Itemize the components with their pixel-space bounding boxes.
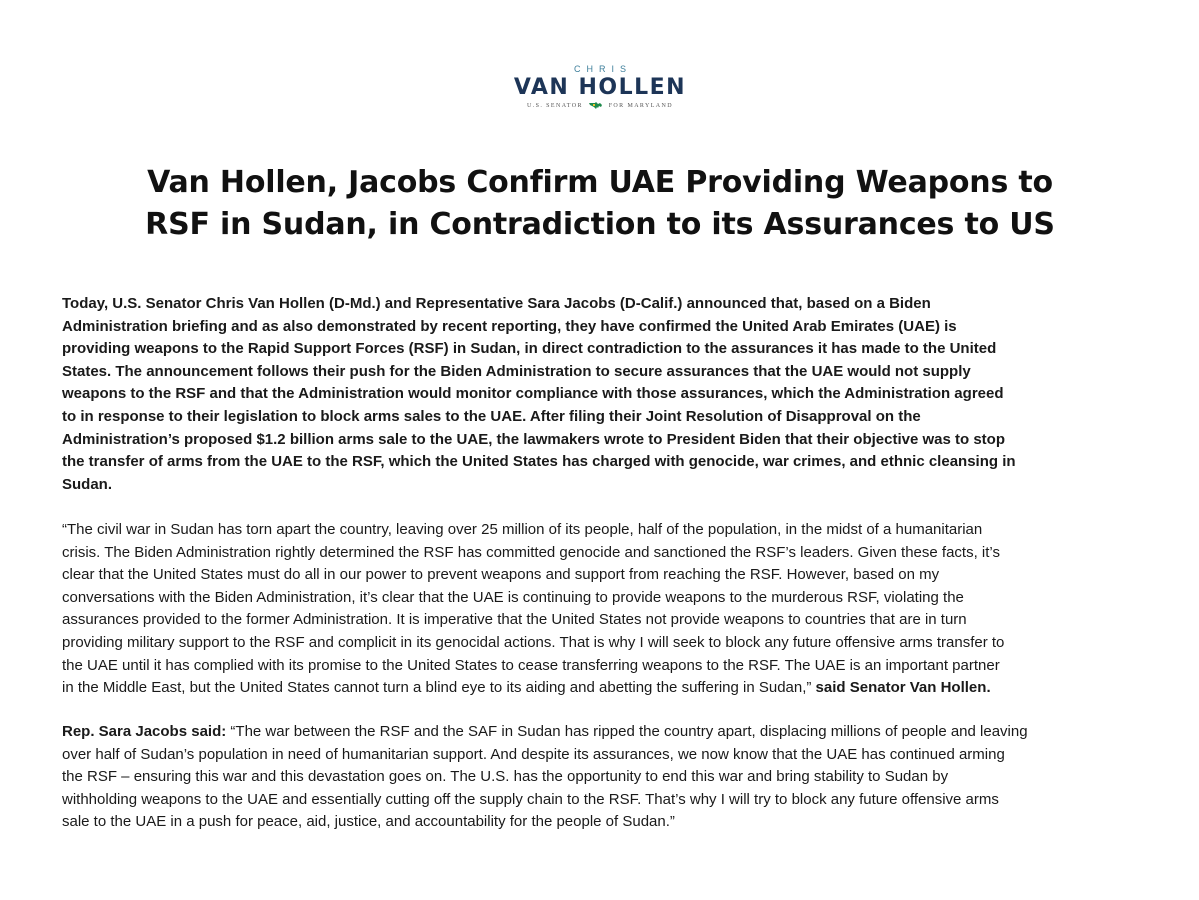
jacobs-line: over half of Sudan’s population in need of humanitarian support. And despite its assurances, we now know that the UAE has continued arming [62, 745, 1005, 763]
logo-sub-left: U.S. SENATOR [527, 102, 583, 109]
jacobs-line: sale to the UAE in a push for peace, aid, justice, and accountability for the people of Sudan.” [62, 813, 675, 831]
jacobs-quote-paragraph [62, 721, 1142, 834]
intro-line: providing weapons to the Rapid Support Forces (RSF) in Sudan, in direct contradiction to the assurances it has made to the United [62, 340, 997, 358]
logo-sub-right: FOR MARYLAND [608, 102, 673, 109]
intro-line: States. The announcement follows their push for the Biden Administration to secure assurances that the UAE would not supply [62, 362, 971, 380]
logo-first-name: CHRIS [573, 64, 632, 74]
speaker-label: Rep. Sara Jacobs said: [62, 723, 227, 740]
jacobs-line: withholding weapons to the UAE and essentially cutting off the supply chain to the RSF. That’s why I will try to block any future offensive arms [62, 790, 999, 808]
quote-line: crisis. The Biden Administration rightly determined the RSF has committed genocide and sanctioned the RSF’s leaders. Given these facts, it’s [62, 543, 1000, 561]
intro-line: to in response to their legislation to block arms sales to the UAE. After filing their Joint Resolution of Disapproval on the [62, 407, 921, 425]
headline [60, 162, 1140, 246]
intro-line: Administration briefing and as also demonstrated by recent reporting, they have confirmed the United Arab Emirates (UAE) is [62, 317, 957, 335]
quote-line: clear that the United States must do all in our power to prevent weapons and support from reaching the RSF. However, based on my [62, 566, 940, 584]
jacobs-first-line-text: “The war between the RSF and the SAF in Sudan has ripped the country apart, displacing millions of people and leaving [226, 723, 1028, 740]
senator-logo [500, 64, 700, 110]
logo-subtitle [500, 101, 700, 110]
logo-last-name: VAN HOLLEN [513, 75, 687, 100]
intro-line: the transfer of arms from the UAE to the RSF, which the United States has charged with genocide, war crimes, and ethnic cleansing in [62, 453, 1016, 471]
headline-line-1: Van Hollen, Jacobs Confirm UAE Providing Weapons to [147, 165, 1053, 200]
quote-line-text: in the Middle East, but the United States cannot turn a blind eye to its aiding and abetting the suffering in Sudan,” [62, 679, 812, 697]
quote-attribution: said Senator Van Hollen. [811, 679, 991, 697]
van-hollen-quote-paragraph [62, 519, 1142, 700]
maryland-state-icon [589, 101, 603, 110]
quote-line: “The civil war in Sudan has torn apart the country, leaving over 25 million of its people, half of the population, in the midst of a humanitarian [62, 521, 983, 538]
intro-line: Sudan. [62, 475, 113, 493]
quote-line: assurances provided to the former Administration. It is imperative that the United States not provide weapons to countries that are in turn [62, 611, 967, 629]
intro-line: Administration’s proposed $1.2 billion arms sale to the UAE, the lawmakers wrote to President Biden that their objective was to stop [62, 430, 1005, 448]
intro-paragraph [62, 293, 1142, 496]
quote-line: providing military support to the RSF and complicit in its genocidal actions. That is why I will seek to block any future offensive arms transfer to [62, 633, 1005, 651]
jacobs-first-line [62, 721, 1142, 744]
intro-line: weapons to the RSF and that the Administration would monitor compliance with those assurances, which the Administration agreed [62, 385, 1004, 403]
quote-line: conversations with the Biden Administration, it’s clear that the UAE is continuing to provide weapons to the murderous RSF, violating the [62, 588, 964, 606]
quote-last-line [62, 677, 1142, 700]
headline-line-2: RSF in Sudan, in Contradiction to its Assurances to US [145, 207, 1055, 242]
quote-line: the UAE until it has complied with its promise to the United States to cease transferring weapons to the RSF. The UAE is an important partner [62, 656, 1000, 674]
jacobs-line: the RSF – ensuring this war and this devastation goes on. The U.S. has the opportunity to end this war and bring stability to Sudan by [62, 768, 949, 786]
intro-line: Today, U.S. Senator Chris Van Hollen (D-Md.) and Representative Sara Jacobs (D-Calif.) announced that, based on a Biden [62, 295, 931, 312]
